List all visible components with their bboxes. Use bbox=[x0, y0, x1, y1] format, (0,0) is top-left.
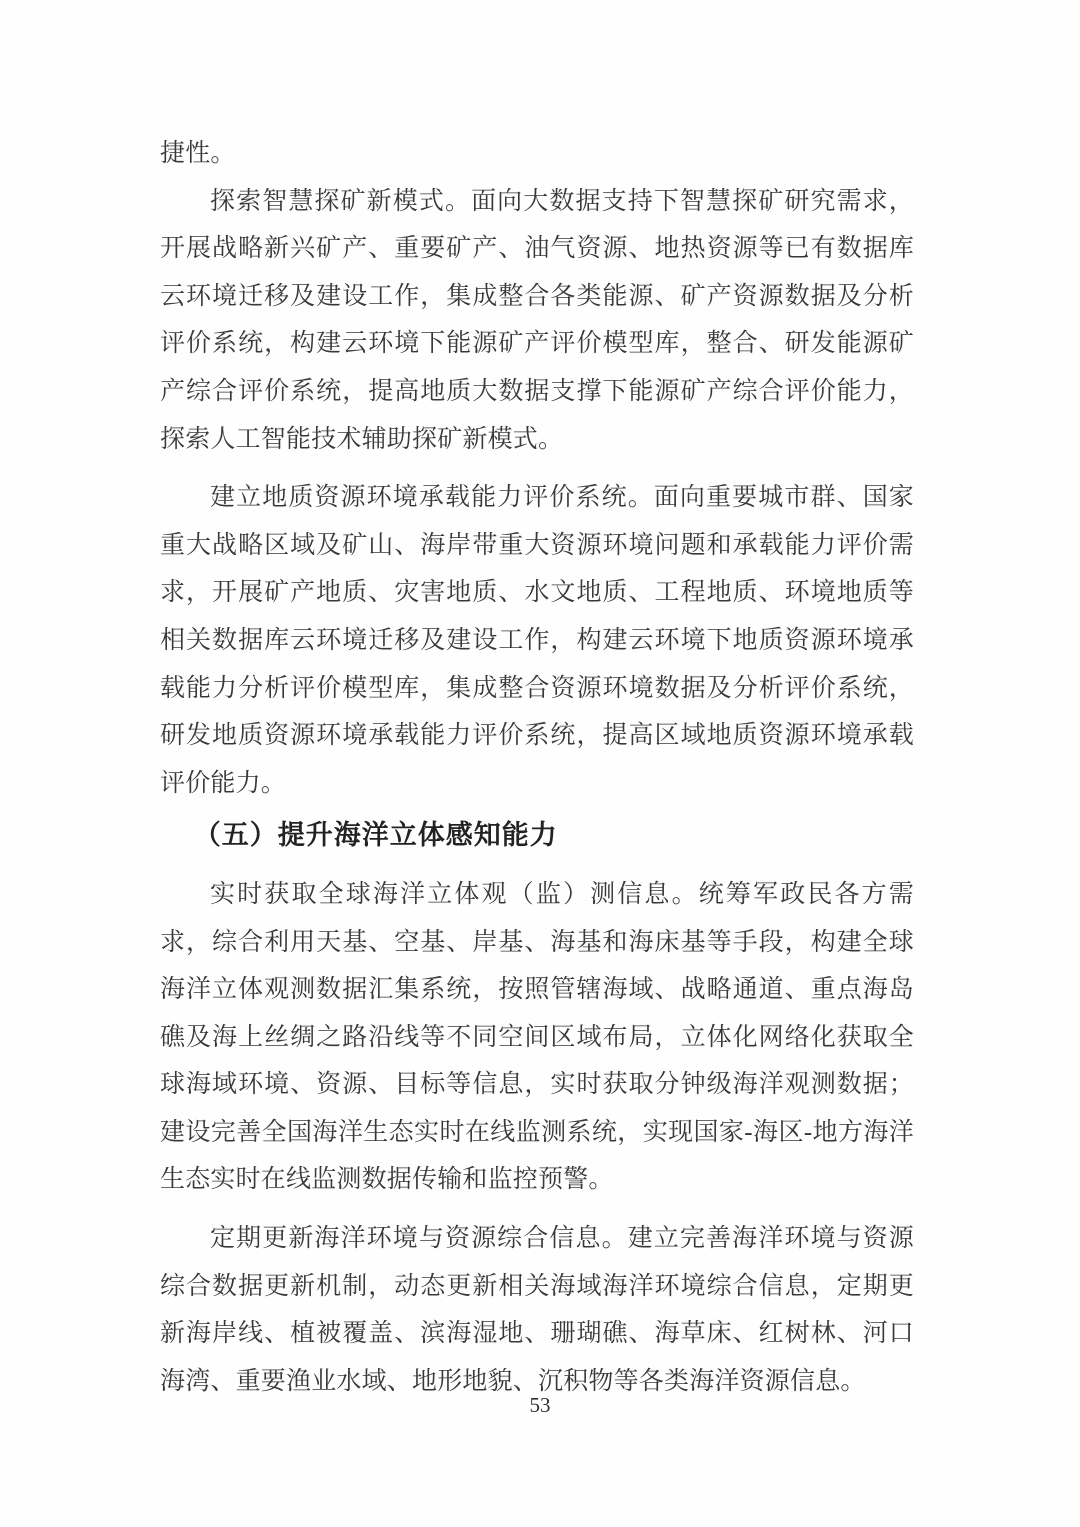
paragraph: 探索智慧探矿新模式。面向大数据支持下智慧探矿研究需求，开展战略新兴矿产、重要矿产、油气资源、地热资源等已有数据库云环境迁移及建设工作，集成整合各类能源、矿产资源数据及分析评价系统，构建云环境下能源矿产评价模型库，整合、研发能源矿产综合评价系统，提高地质大数据支撑下能源矿产综合评价能力，探索人工智能技术辅助探矿新模式。 bbox=[160, 187, 914, 453]
paragraph: 定期更新海洋环境与资源综合信息。建立完善海洋环境与资源综合数据更新机制，动态更新相关海域海洋环境综合信息，定期更新海岸线、植被覆盖、滨海湿地、珊瑚礁、海草床、红树林、河口海湾、重要渔业水域、地形地貌、沉积物等各类海洋资源信息。 bbox=[160, 1225, 914, 1395]
document-body bbox=[160, 130, 914, 1405]
page-number: 53 bbox=[529, 1393, 551, 1417]
paragraph: 建立地质资源环境承载能力评价系统。面向重要城市群、国家重大战略区域及矿山、海岸带重大资源环境问题和承载能力评价需求，开展矿产地质、灾害地质、水文地质、工程地质、环境地质等相关数据库云环境迁移及建设工作，构建云环境下地质资源环境承载能力分析评价模型库，集成整合资源环境数据及分析评价系统，研发地质资源环境承载能力评价系统，提高区域地质资源环境承载评价能力。 bbox=[160, 484, 914, 797]
section-heading: （五）提升海洋立体感知能力 bbox=[193, 820, 558, 852]
paragraph-continuation: 捷性。 bbox=[160, 140, 236, 167]
paragraph: 实时获取全球海洋立体观（监）测信息。统筹军政民各方需求，综合利用天基、空基、岸基、海基和海床基等手段，构建全球海洋立体观测数据汇集系统，按照管辖海域、战略通道、重点海岛礁及海上丝绸之路沿线等不同空间区域布局，立体化网络化获取全球海域环境、资源、目标等信息，实时获取分钟级海洋观测数据；建设完善全国海洋生态实时在线监测系统，实现国家-海区-地方海洋生态实时在线监测数据传输和监控预警。 bbox=[160, 880, 914, 1194]
